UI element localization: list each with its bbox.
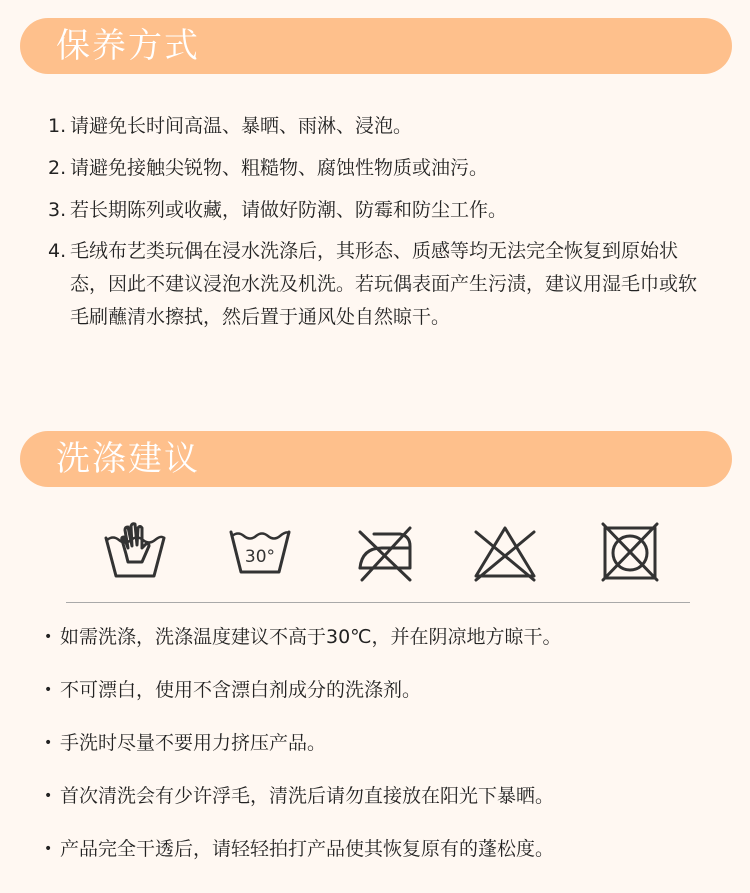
care-item [48, 152, 708, 185]
do-not-bleach-icon [472, 518, 538, 584]
bullet: • [44, 841, 53, 857]
care-item-text: 请避免长时间高温、暴晒、雨淋、浸泡。 [70, 115, 413, 137]
wash-section-title: 洗涤建议 [56, 439, 200, 479]
wash-item-text: 产品完全干透后，请轻轻拍打产品使其恢复原有的蓬松度。 [60, 838, 555, 860]
wash-30-degree-icon [227, 518, 293, 584]
bullet: • [44, 629, 53, 645]
care-item-text: 若长期陈列或收藏，请做好防潮、防霉和防尘工作。 [70, 199, 508, 221]
hand-wash-icon [102, 518, 168, 584]
wash-item-text: 不可漂白，使用不含漂白剂成分的洗涤剂。 [60, 679, 422, 701]
wash-item [44, 620, 724, 654]
care-item-text: 请避免接触尖锐物、粗糙物、腐蚀性物质或油污。 [70, 157, 489, 179]
do-not-tumble-dry-icon [597, 518, 663, 584]
care-item-number: 4. [48, 240, 67, 262]
care-section-banner [20, 18, 732, 74]
care-item [48, 235, 708, 334]
care-list [48, 110, 708, 343]
wash-item [44, 673, 724, 707]
care-item-text: 毛绒布艺类玩偶在浸水洗涤后，其形态、质感等均无法完全恢复到原始状态，因此不建议浸泡水洗及机洗。若玩偶表面产生污渍，建议用湿毛巾或软毛刷蘸清水擦拭，然后置于通风处自然晾干。 [70, 240, 698, 328]
bullet: • [44, 735, 53, 751]
bullet: • [44, 682, 53, 698]
wash-item [44, 832, 724, 866]
divider [66, 602, 690, 603]
care-item-number: 3. [48, 199, 67, 221]
wash-item-text: 如需洗涤，洗涤温度建议不高于30℃，并在阴凉地方晾干。 [60, 626, 562, 648]
wash-list [44, 620, 724, 885]
wash-30-label: 30° [244, 547, 276, 567]
care-item-number: 1. [48, 115, 67, 137]
care-section-title: 保养方式 [56, 26, 200, 66]
wash-item-text: 手洗时尽量不要用力挤压产品。 [60, 732, 327, 754]
wash-item [44, 779, 724, 813]
care-item-number: 2. [48, 157, 67, 179]
wash-item-text: 首次清洗会有少许浮毛，清洗后请勿直接放在阳光下暴晒。 [60, 785, 555, 807]
do-not-iron-icon [352, 518, 418, 584]
care-item [48, 110, 708, 143]
bullet: • [44, 788, 53, 804]
wash-item [44, 726, 724, 760]
wash-icons-row [0, 518, 750, 584]
care-item [48, 194, 708, 227]
wash-section-banner [20, 431, 732, 487]
